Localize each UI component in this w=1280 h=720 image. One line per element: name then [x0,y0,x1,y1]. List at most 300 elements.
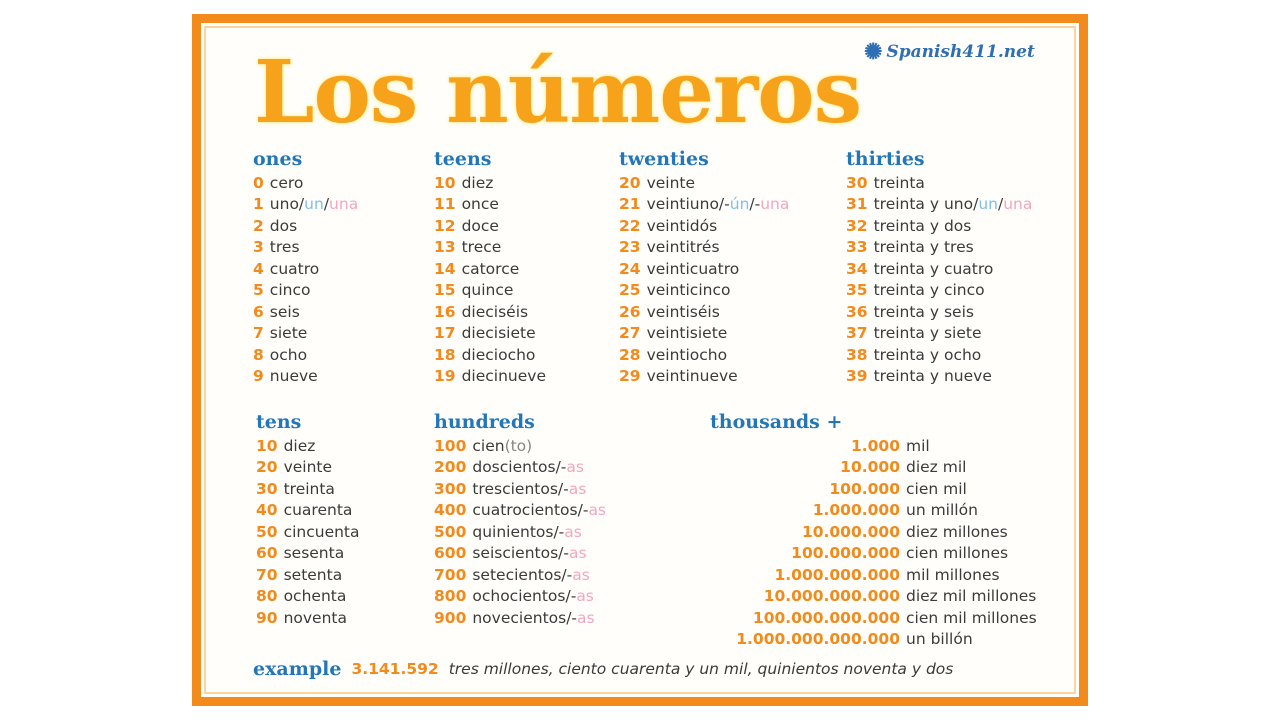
list-item [253,366,358,388]
word-base: un millón [906,501,978,520]
list-item [434,500,606,522]
number-word [647,217,718,235]
number-value: 13 [434,238,456,257]
word-separator: / [997,195,1004,214]
number-word [874,281,985,299]
word-base: diecinueve [461,367,546,386]
number-value: 39 [846,367,868,386]
word-base: cuatro [269,259,320,278]
list-item [253,237,358,259]
number-value: 10.000.000.000 [763,587,900,606]
list-item [434,323,546,345]
number-word [270,174,304,192]
word-base: quinientos/- [472,522,565,541]
word-base: cien [472,436,505,455]
number-value: 1.000.000.000.000 [736,630,900,649]
number-word [472,523,582,541]
number-value: 3 [253,238,264,257]
number-word [284,544,345,562]
word-base: ocho [269,345,308,364]
number-word [647,174,695,192]
word-base: treinta y cuatro [873,259,994,278]
number-value: 10.000.000 [801,522,900,541]
word-variant-fem: una [760,195,790,214]
word-base: veinticuatro [646,259,740,278]
number-value: 30 [846,173,868,192]
example-text: tres millones, ciento cuarenta y un mil, quinientos noventa y dos [448,660,954,678]
word-base: treinta [283,479,335,498]
number-value: 14 [434,259,456,278]
number-word [647,303,720,321]
number-word [906,566,1000,584]
number-value: 300 [434,479,467,498]
brand-logo [864,41,1035,63]
number-value: 19 [434,367,456,386]
number-word [462,367,546,385]
number-word [906,544,1008,562]
number-value: 100.000.000 [791,544,900,563]
list-item [434,564,606,586]
word-base: catorce [461,259,520,278]
word-variant-fem: as [572,565,590,584]
number-word [270,303,300,321]
section-heading: teens [434,148,492,170]
number-value: 80 [256,587,278,606]
list-item [253,344,358,366]
number-word [647,367,738,385]
list-item [434,586,606,608]
word-base: mil [906,436,930,455]
list-item [619,301,789,323]
list-item [256,478,360,500]
number-word [874,324,982,342]
section-teens [434,146,546,387]
word-separator: / [323,195,330,214]
number-word [284,566,343,584]
list-item [710,457,1037,479]
section-heading: hundreds [434,411,535,433]
list-item [846,237,1032,259]
section-heading: thirties [846,148,925,170]
number-value: 2 [253,216,264,235]
number-value: 70 [256,565,278,584]
number-value: 12 [434,216,456,235]
number-value: 60 [256,544,278,563]
number-value: 40 [256,501,278,520]
number-value: 20 [256,458,278,477]
list-item [619,237,789,259]
word-base: setenta [283,565,343,584]
list-item [434,280,546,302]
number-value: 4 [253,259,264,278]
number-word [472,480,586,498]
number-word [284,480,335,498]
word-base: noventa [283,608,347,627]
word-base: quince [461,281,514,300]
section-heading: thousands + [710,411,843,433]
number-word [906,523,1008,541]
number-word [270,346,307,364]
number-word [270,281,311,299]
section-heading: twenties [619,148,709,170]
list-item [846,258,1032,280]
list-item [619,194,789,216]
number-word [874,217,972,235]
word-base: treinta y siete [873,324,982,343]
word-base: ochenta [283,587,347,606]
number-value: 26 [619,302,641,321]
word-base: dieciocho [461,345,536,364]
list-item [710,629,1037,651]
word-base: cien mil [906,479,967,498]
list-item [256,607,360,629]
number-value: 7 [253,324,264,343]
number-word [270,217,297,235]
number-word [906,609,1037,627]
list-item [710,478,1037,500]
number-word [472,587,594,605]
list-item [434,258,546,280]
list-item [710,586,1037,608]
word-base: mil millones [906,565,1000,584]
number-value: 800 [434,587,467,606]
word-variant-masc: un [978,195,998,214]
number-word [647,260,740,278]
number-word [472,609,594,627]
number-word [270,367,318,385]
number-word [472,437,532,455]
list-item [619,323,789,345]
word-base: treinta y seis [873,302,974,321]
number-value: 20 [619,173,641,192]
word-variant-fem: una [1003,195,1033,214]
number-value: 16 [434,302,456,321]
list-item [434,435,606,457]
word-base: trescientos/- [472,479,569,498]
number-word [647,195,790,213]
number-value: 35 [846,281,868,300]
word-base: dos [269,216,298,235]
number-value: 8 [253,345,264,364]
list-item [253,280,358,302]
number-word [906,480,967,498]
list-item [434,478,606,500]
word-variant-fem: as [588,501,607,520]
number-value: 28 [619,345,641,364]
list-item [710,500,1037,522]
list-item [434,301,546,323]
number-word [874,346,982,364]
number-word [284,501,353,519]
number-value: 900 [434,608,467,627]
list-item [434,215,546,237]
word-base: diez mil [906,458,967,477]
number-value: 32 [846,216,868,235]
number-word [284,458,332,476]
number-value: 5 [253,281,264,300]
number-word [472,458,584,476]
number-word [462,238,502,256]
list-item [619,215,789,237]
word-base: novecientos/- [472,608,578,627]
list-item [710,521,1037,543]
number-value: 100.000 [829,479,900,498]
number-value: 25 [619,281,641,300]
list-item [846,194,1032,216]
number-value: 30 [256,479,278,498]
word-base: veintiuno/- [646,195,730,214]
word-base: trece [461,238,502,257]
list-item [256,564,360,586]
list-item [846,323,1032,345]
list-item [846,344,1032,366]
word-variant-fem: as [577,608,595,627]
number-word [906,587,1036,605]
number-value: 36 [846,302,868,321]
number-word [472,566,589,584]
number-word [874,303,974,321]
list-item [619,280,789,302]
number-value: 90 [256,608,278,627]
number-word [462,260,520,278]
word-base: veinte [646,173,696,192]
word-variant-fem: as [568,479,587,498]
list-item [619,366,789,388]
list-item [253,301,358,323]
number-value: 1.000.000.000 [774,565,900,584]
number-value: 500 [434,522,467,541]
word-base: diecisiete [461,324,536,343]
number-word [874,195,1033,213]
example-label: example [253,658,342,680]
list-item [846,215,1032,237]
word-base: cien mil millones [906,608,1037,627]
number-word [284,437,316,455]
number-word [462,346,536,364]
word-base: veintinueve [646,367,738,386]
number-word [647,324,728,342]
word-variant-masc: un [304,195,324,214]
section-heading: ones [253,148,303,170]
word-variant-fem: as [576,587,594,606]
word-base: setecientos/- [472,565,573,584]
word-base: veintidós [646,216,718,235]
section-hundreds [434,409,606,629]
list-item [434,172,546,194]
word-base: treinta y uno/ [873,195,979,214]
number-value: 37 [846,324,868,343]
word-base: treinta y dos [873,216,972,235]
word-base: diez millones [906,522,1008,541]
number-word [647,281,731,299]
number-value: 1.000 [850,436,900,455]
list-item [619,344,789,366]
number-word [906,458,966,476]
word-base: cinco [269,281,311,300]
word-base: dieciséis [461,302,529,321]
word-base: once [461,195,499,214]
list-item [434,366,546,388]
list-item [253,323,358,345]
list-item [253,172,358,194]
number-word [462,303,529,321]
brand-text: Spanish411.net [886,42,1035,62]
list-item [253,215,358,237]
word-variant-fem: as [569,544,587,563]
number-word [874,238,974,256]
number-value: 0 [253,173,264,192]
number-value: 400 [434,501,467,520]
section-thirties [846,146,1032,387]
number-word [284,609,347,627]
word-base: ochocientos/- [472,587,577,606]
list-item [253,194,358,216]
list-item [434,521,606,543]
number-value: 18 [434,345,456,364]
list-item [434,237,546,259]
word-base: sesenta [283,544,345,563]
number-value: 38 [846,345,868,364]
number-value: 11 [434,195,456,214]
word-base: cincuenta [283,522,360,541]
section-tens [256,409,360,629]
word-separator: /- [749,195,761,214]
word-base: seis [269,302,300,321]
number-value: 100.000.000.000 [752,608,900,627]
list-item [710,564,1037,586]
number-value: 27 [619,324,641,343]
number-value: 1 [253,195,264,214]
example-row [253,658,953,680]
list-item [434,344,546,366]
number-value: 6 [253,302,264,321]
word-base: veintiséis [646,302,720,321]
number-word [462,217,499,235]
word-base: veintitrés [646,238,720,257]
list-item [846,301,1032,323]
word-base: siete [269,324,308,343]
number-value: 29 [619,367,641,386]
word-base: veinticinco [646,281,731,300]
list-item [434,607,606,629]
number-word [906,630,973,648]
number-word [874,260,994,278]
word-base: nueve [269,367,318,386]
word-optional: (to) [504,436,533,455]
list-item [256,457,360,479]
number-value: 600 [434,544,467,563]
number-word [284,523,360,541]
list-item [710,435,1037,457]
number-value: 1.000.000 [812,501,900,520]
number-value: 700 [434,565,467,584]
word-base: un billón [906,630,973,649]
number-word [472,544,586,562]
number-value: 21 [619,195,641,214]
list-item [846,172,1032,194]
word-variant-masc: ún [729,195,750,214]
number-word [270,324,308,342]
number-value: 15 [434,281,456,300]
number-value: 100 [434,436,467,455]
number-word [647,346,728,364]
word-base: diez [283,436,316,455]
word-base: veintisiete [646,324,728,343]
list-item [256,435,360,457]
word-base: uno/ [269,195,305,214]
number-value: 9 [253,367,264,386]
word-variant-fem: as [566,458,584,477]
word-base: treinta y tres [873,238,974,257]
list-item [434,194,546,216]
word-variant-fem: as [564,522,582,541]
list-item [619,258,789,280]
list-item [846,280,1032,302]
list-item [434,457,606,479]
number-word [284,587,347,605]
number-word [906,437,930,455]
section-heading: tens [256,411,302,433]
number-value: 31 [846,195,868,214]
number-word [472,501,606,519]
list-item [256,500,360,522]
word-base: veintiocho [646,345,728,364]
section-ones [253,146,358,387]
number-word [462,195,499,213]
number-value: 10.000 [840,458,900,477]
number-word [270,260,319,278]
word-base: tres [269,238,300,257]
word-base: treinta [873,173,925,192]
page-title: Los números [254,42,862,143]
word-base: cuatrocientos/- [472,501,589,520]
word-base: doscientos/- [472,458,567,477]
number-value: 23 [619,238,641,257]
number-value: 34 [846,259,868,278]
list-item [256,586,360,608]
list-item [434,543,606,565]
word-base: doce [461,216,499,235]
word-base: treinta y ocho [873,345,982,364]
word-base: cero [269,173,304,192]
number-word [462,281,514,299]
list-item [256,521,360,543]
number-value: 10 [434,173,456,192]
number-value: 200 [434,458,467,477]
word-base: treinta y nueve [873,367,992,386]
list-item [846,366,1032,388]
word-base: cien millones [906,544,1009,563]
word-variant-fem: una [329,195,359,214]
number-word [462,174,494,192]
number-word [270,195,358,213]
word-base: treinta y cinco [873,281,985,300]
number-word [906,501,978,519]
list-item [710,607,1037,629]
word-base: seiscientos/- [472,544,569,563]
list-item [253,258,358,280]
number-value: 33 [846,238,868,257]
number-word [647,238,720,256]
section-thousands [710,409,1037,650]
number-value: 24 [619,259,641,278]
word-base: veinte [283,458,333,477]
list-item [256,543,360,565]
number-value: 17 [434,324,456,343]
number-word [874,174,925,192]
number-value: 50 [256,522,278,541]
section-twenties [619,146,789,387]
